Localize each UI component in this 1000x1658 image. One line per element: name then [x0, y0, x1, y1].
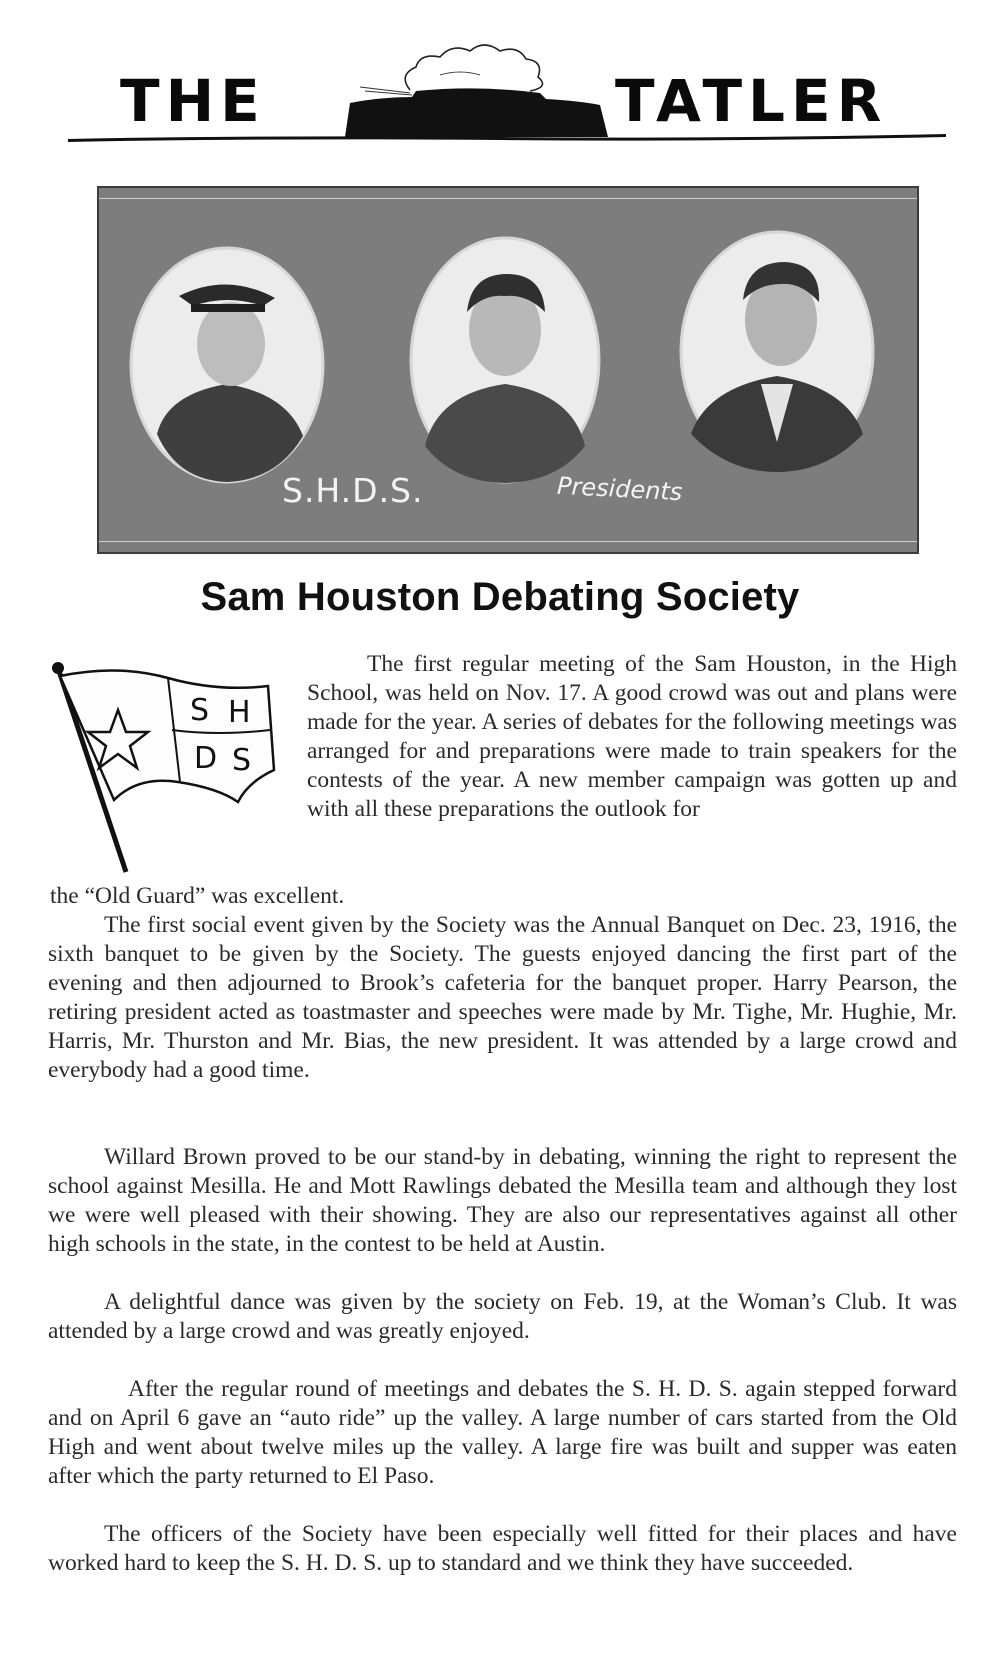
masthead [60, 35, 950, 155]
panel-bottom-rule [99, 541, 917, 542]
panel-top-rule [99, 198, 917, 199]
article-paragraph-debating: Willard Brown proved to be our stand-by in debating, winning the right to represent the school against Mesilla. He and Mott Rawlings debated the Mesilla team and although they lost we were well pleased with their showing. They are also our representatives against all other high schools in the state, in the contest to be held at Austin. [48, 1144, 957, 1257]
panel-caption-presidents: Presidents [556, 471, 684, 507]
article-title: Sam Houston Debating Society [200, 575, 800, 619]
article-intro-tail: the “Old Guard” was excellent. [50, 883, 345, 909]
portrait-center [407, 234, 603, 486]
presidents-photo-panel [97, 186, 919, 554]
portrait-right [677, 228, 877, 474]
article-paragraph-dance: A delightful dance was given by the society on Feb. 19, at the Woman’s Club. It was attended by a large crowd and was greatly enjoyed. [48, 1289, 957, 1344]
article-paragraph-banquet: The first social event given by the Society was the Annual Banquet on Dec. 23, 1916, the sixth banquet to be given by the Society. The guests enjoyed dancing the first part of the evening and then adjourned to Brook’s cafeteria for the banquet proper. Harry Pearson, the retiring president acted as toastmaster and speeches were made by Mr. Tighe, Mr. Hughie, Mr. Harris, Mr. Thurston and Mr. Bias, the new president. It was attended by a large crowd and everybody had a good time. [48, 912, 957, 1083]
flag-letter-d: D [194, 741, 218, 776]
masthead-title-left: THE [120, 67, 266, 135]
flag-letter-s1: S [190, 693, 210, 728]
article-paragraph-auto-ride: After the regular round of meetings and debates the S. H. D. S. again stepped forward and on April 6 gave an “auto ride” up the valley. A large number of cars started from the Old High and went about twelve miles up the valley. A large fire was built and supper was eaten after which the party returned to El Paso. [48, 1376, 957, 1489]
flag-letter-h: H [228, 695, 251, 730]
shds-flag-illustration [48, 660, 288, 885]
panel-caption-shds: S.H.D.S. [282, 471, 424, 510]
article-paragraph-officers: The officers of the Society have been especially well fitted for their places and have worked hard to keep the S. H. D. S. up to standard and we think they have succeeded. [48, 1521, 957, 1576]
article-intro-paragraph: The first regular meeting of the Sam Houston, in the High School, was held on Nov. 17. A good crowd was out and plans were made for the year. A series of debates for the following meetings was arranged for and preparations were made to train speakers for the contests of the year. A new member campaign was gotten up and with all these preparations the outlook for [307, 651, 957, 822]
masthead-title-right: TATLER [615, 67, 888, 135]
flag-letter-s2: S [232, 743, 252, 778]
portrait-left [127, 244, 327, 486]
